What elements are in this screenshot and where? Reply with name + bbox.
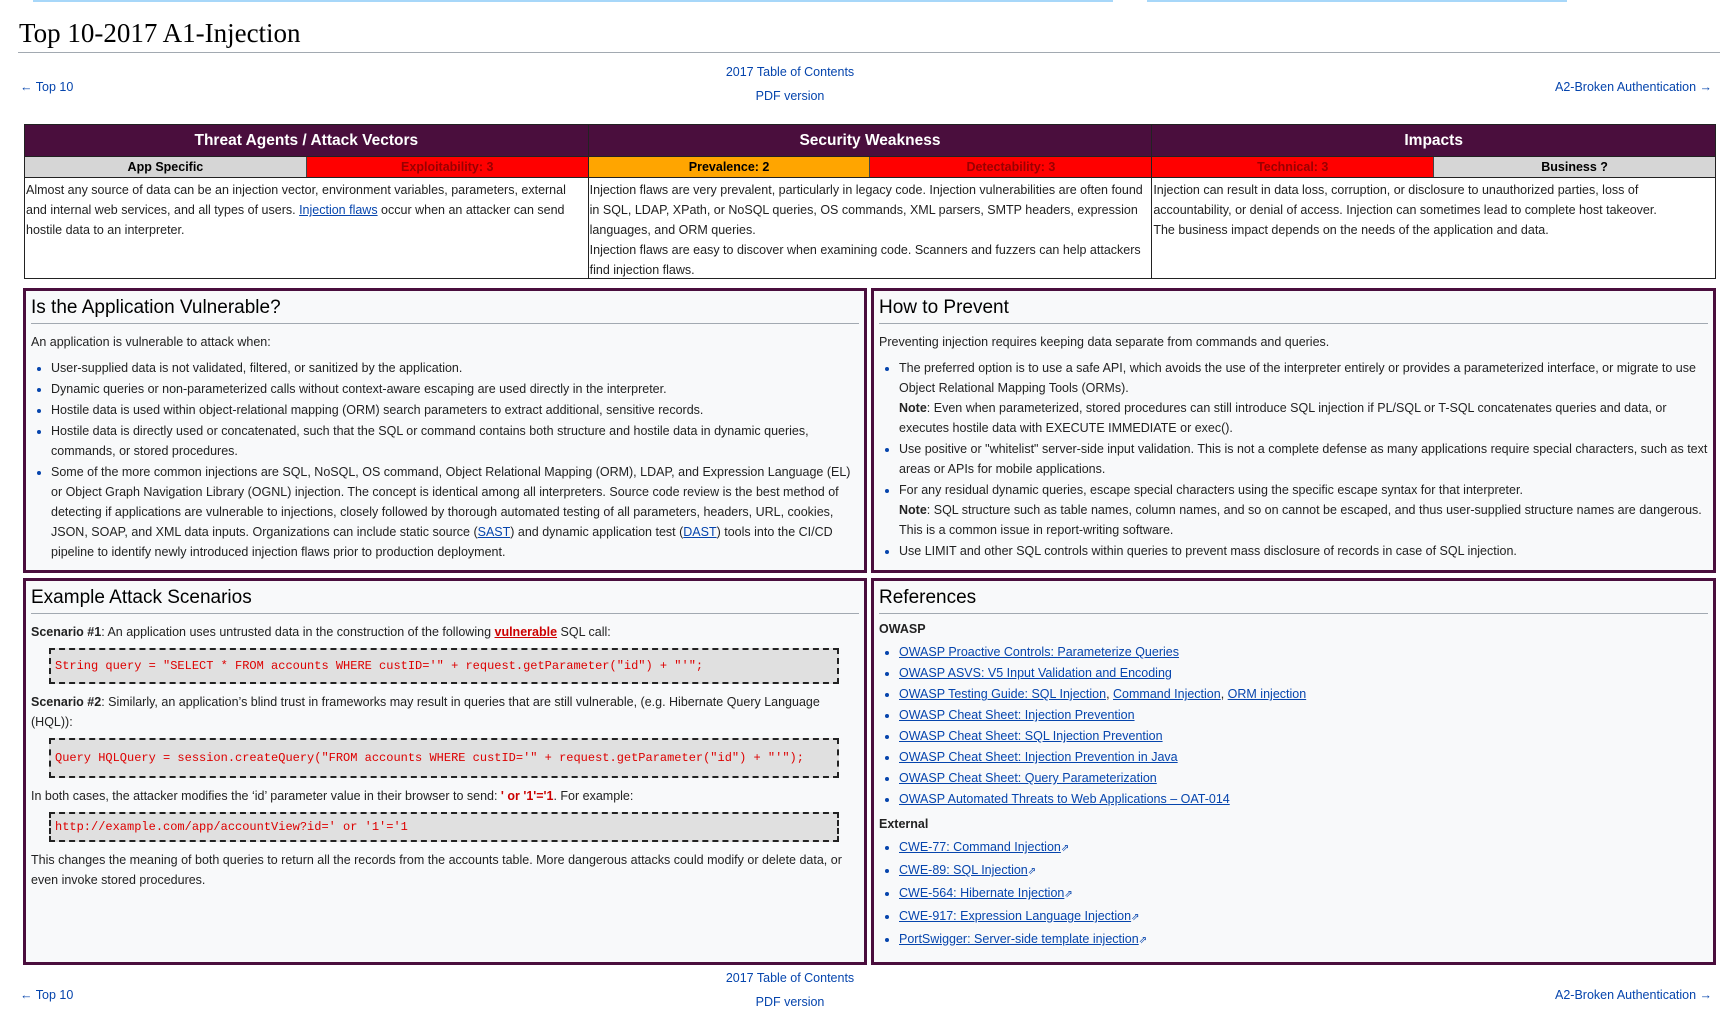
external-link-icon: ⇗ <box>1064 889 1073 900</box>
list-item: • Hostile data is directly used or concatenated, such that the SQL or command contains both structure and hostile data in dynamic queries, commands, or stored procedures. <box>51 421 859 461</box>
nav-pdf-link-bottom[interactable]: PDF version <box>755 995 825 1009</box>
external-link-icon: ⇗ <box>1131 912 1140 923</box>
risk-rating-table <box>24 124 1716 279</box>
impact-ratings <box>1152 157 1716 178</box>
external-link-icon: ⇗ <box>1060 843 1070 854</box>
prevent-heading: How to Prevent <box>879 297 1708 324</box>
external-references-heading: External <box>879 817 929 831</box>
list-item <box>899 837 1708 859</box>
references-section <box>871 578 1716 965</box>
detectability-badge: Detectability: 3 <box>870 157 1151 177</box>
prevent-list <box>879 358 1708 561</box>
header-security-weakness: Security Weakness <box>588 125 1152 157</box>
owasp-references-heading: OWASP <box>879 622 926 636</box>
ref-link[interactable]: Command Injection <box>1113 687 1221 701</box>
code-block-hql: Query HQLQuery = session.createQuery("FROM accounts WHERE custID='" + request.getParameter("id") + "'"); <box>49 738 839 778</box>
ref-link[interactable]: CWE-917: Expression Language Injection <box>899 909 1132 923</box>
nav-toc-link-top[interactable]: 2017 Table of Contents <box>725 65 855 79</box>
ref-link[interactable]: CWE-77: Command Injection <box>899 840 1061 854</box>
list-item <box>899 883 1708 905</box>
injection-flaws-link[interactable]: Injection flaws <box>299 203 378 217</box>
ref-link[interactable]: OWASP Automated Threats to Web Applications – OAT-014 <box>899 792 1230 806</box>
nav-next-link-bottom[interactable]: A2-Broken Authentication → <box>1555 988 1713 1002</box>
ref-link[interactable]: PortSwigger: Server-side template injection <box>899 932 1139 946</box>
both-cases-text: In both cases, the attacker modifies the ‘id’ parameter value in their browser to send: ' or '1'='1. For example: <box>31 789 634 803</box>
list-item <box>899 663 1708 683</box>
ref-link[interactable]: OWASP Proactive Controls: Parameterize Queries <box>899 645 1179 659</box>
list-item: • User-supplied data is not validated, filtered, or sanitized by the application. <box>51 358 859 378</box>
vulnerable-intro: An application is vulnerable to attack when: <box>31 335 271 349</box>
list-item: • Use positive or "whitelist" server-side input validation. This is not a complete defense as many applications require special characters, such as text areas or APIs for mobile applications. <box>899 439 1708 479</box>
nav-prev-link-top[interactable]: ← Top 10 <box>20 80 74 94</box>
list-item: • OWASP Testing Guide: SQL Injection, Command Injection, ORM injection <box>899 684 1708 704</box>
ref-link[interactable]: OWASP ASVS: V5 Input Validation and Encoding <box>899 666 1172 680</box>
title-divider <box>18 52 1720 53</box>
ref-link[interactable]: CWE-89: SQL Injection <box>899 863 1028 877</box>
scenario-2-text: Scenario #2: Similarly, an application’s blind trust in frameworks may result in queries that are still vulnerable, (e.g. Hibernate Query Language (HQL)): <box>31 695 820 729</box>
list-item <box>899 906 1708 928</box>
external-link-icon: ⇗ <box>1027 866 1037 877</box>
vulnerable-link[interactable]: vulnerable <box>494 625 558 639</box>
prevent-intro: Preventing injection requires keeping data separate from commands and queries. <box>879 335 1330 349</box>
ref-link[interactable]: ORM injection <box>1227 687 1307 701</box>
vulnerable-section <box>23 288 867 573</box>
list-item <box>899 747 1708 767</box>
list-item: • For any residual dynamic queries, escape special characters using the specific escape syntax for that interpreter. Note: SQL structure such as table names, column names, and so on cannot be escaped, and thus user-supplied structure names are dangerous. This is a common issue in report-writing software. <box>899 480 1708 540</box>
page-title: Top 10-2017 A1-Injection <box>19 18 301 48</box>
threat-description: Almost any source of data can be an injection vector, environment variables, parameters, external and internal web services, and all types of users. Injection flaws occur when an attacker can send hostile data to an interpreter. <box>25 178 589 279</box>
nav-pdf-link-top[interactable]: PDF version <box>755 89 825 103</box>
technical-badge: Technical: 3 <box>1152 157 1434 177</box>
weakness-ratings <box>588 157 1152 178</box>
list-item: • The preferred option is to use a safe API, which avoids the use of the interpreter entirely or provides a parameterized interface, or migrate to use Object Relational Mapping Tools (ORMs). Note: Even when parameterized, stored procedures can still introduce SQL injection if PL/SQL or T-SQL concatenates queries and data, or executes hostile data with EXECUTE IMMEDIATE or exec(). <box>899 358 1708 438</box>
dast-link[interactable]: DAST <box>683 525 717 539</box>
prevent-section <box>871 288 1716 573</box>
list-item: • Hostile data is used within object-relational mapping (ORM) search parameters to extract additional, sensitive records. <box>51 400 859 420</box>
list-item <box>899 789 1708 809</box>
list-item <box>899 929 1708 951</box>
list-item: • Use LIMIT and other SQL controls within queries to prevent mass disclosure of records in case of SQL injection. <box>899 541 1708 561</box>
exploitability-badge: Exploitability: 3 <box>307 157 588 177</box>
list-item: • Some of the more common injections are SQL, NoSQL, OS command, Object Relational Mapping (ORM), LDAP, and Expression Language (EL) or Object Graph Navigation Library (OGNL) injection. The concept is identical among all interpreters. Source code review is the best method of detecting if applications are vulnerable to injections, closely followed by thorough automated testing of all parameters, headers, URL, cookies, JSON, SOAP, and XML data inputs. Organizations can include static source (SAST) and dynamic application test (DAST) tools into the CI/CD pipeline to identify newly introduced injection flaws prior to production deployment. <box>51 462 859 562</box>
code-block-url: http://example.com/app/accountView?id=' or '1'='1 <box>49 812 839 842</box>
business-badge: Business ? <box>1434 157 1715 177</box>
threat-ratings <box>25 157 589 178</box>
scenario-1-text: Scenario #1: An application uses untrusted data in the construction of the following vulnerable SQL call: <box>31 625 611 639</box>
impacts-description: Injection can result in data loss, corruption, or disclosure to unauthorized parties, loss of accountability, or denial of access. Injection can sometimes lead to complete host takeover. The business impact depends on the needs of the application and data. <box>1152 178 1716 279</box>
vulnerable-list <box>31 358 859 562</box>
external-references-list <box>879 837 1708 951</box>
ref-link[interactable]: OWASP Cheat Sheet: Injection Prevention <box>899 708 1135 722</box>
nav-toc-link-bottom[interactable]: 2017 Table of Contents <box>725 971 855 985</box>
scenarios-section <box>23 578 867 965</box>
sast-link[interactable]: SAST <box>477 525 511 539</box>
ref-link[interactable]: OWASP Cheat Sheet: Injection Prevention in Java <box>899 750 1178 764</box>
ref-link[interactable]: OWASP Cheat Sheet: SQL Injection Prevention <box>899 729 1163 743</box>
ref-link[interactable]: OWASP Cheat Sheet: Query Parameterization <box>899 771 1157 785</box>
list-item <box>899 705 1708 725</box>
references-heading: References <box>879 587 1708 614</box>
ref-link[interactable]: CWE-564: Hibernate Injection <box>899 886 1065 900</box>
scenarios-heading: Example Attack Scenarios <box>31 587 859 614</box>
weakness-description: Injection flaws are very prevalent, particularly in legacy code. Injection vulnerabilities are often found in SQL, LDAP, XPath, or NoSQL queries, OS commands, XML parsers, SMTP headers, expression languages, and ORM queries. Injection flaws are easy to discover when examining code. Scanners and fuzzers can help attackers find injection flaws. <box>588 178 1152 279</box>
list-item: • Dynamic queries or non-parameterized calls without context-aware escaping are used directly in the interpreter. <box>51 379 859 399</box>
owasp-references-list <box>879 642 1708 809</box>
vulnerable-heading: Is the Application Vulnerable? <box>31 297 859 324</box>
header-impacts: Impacts <box>1152 125 1716 157</box>
top-border-left <box>33 0 1113 2</box>
top-border-right <box>1147 0 1567 2</box>
nav-prev-link-bottom[interactable]: ← Top 10 <box>20 988 74 1002</box>
list-item <box>899 768 1708 788</box>
ref-link[interactable]: OWASP Testing Guide: SQL Injection <box>899 687 1107 701</box>
list-item <box>899 726 1708 746</box>
list-item <box>899 642 1708 662</box>
scenario-closing-text: This changes the meaning of both queries to return all the records from the accounts table. More dangerous attacks could modify or delete data, or even invoke stored procedures. <box>31 853 842 887</box>
app-specific-badge: App Specific <box>25 157 307 177</box>
external-link-icon: ⇗ <box>1138 935 1148 946</box>
code-block-sql: String query = "SELECT * FROM accounts WHERE custID='" + request.getParameter("id") + "'"; <box>49 648 839 684</box>
nav-next-link-top[interactable]: A2-Broken Authentication → <box>1555 80 1713 94</box>
list-item <box>899 860 1708 882</box>
prevalence-badge: Prevalence: 2 <box>589 157 871 177</box>
header-threat-agents: Threat Agents / Attack Vectors <box>25 125 589 157</box>
